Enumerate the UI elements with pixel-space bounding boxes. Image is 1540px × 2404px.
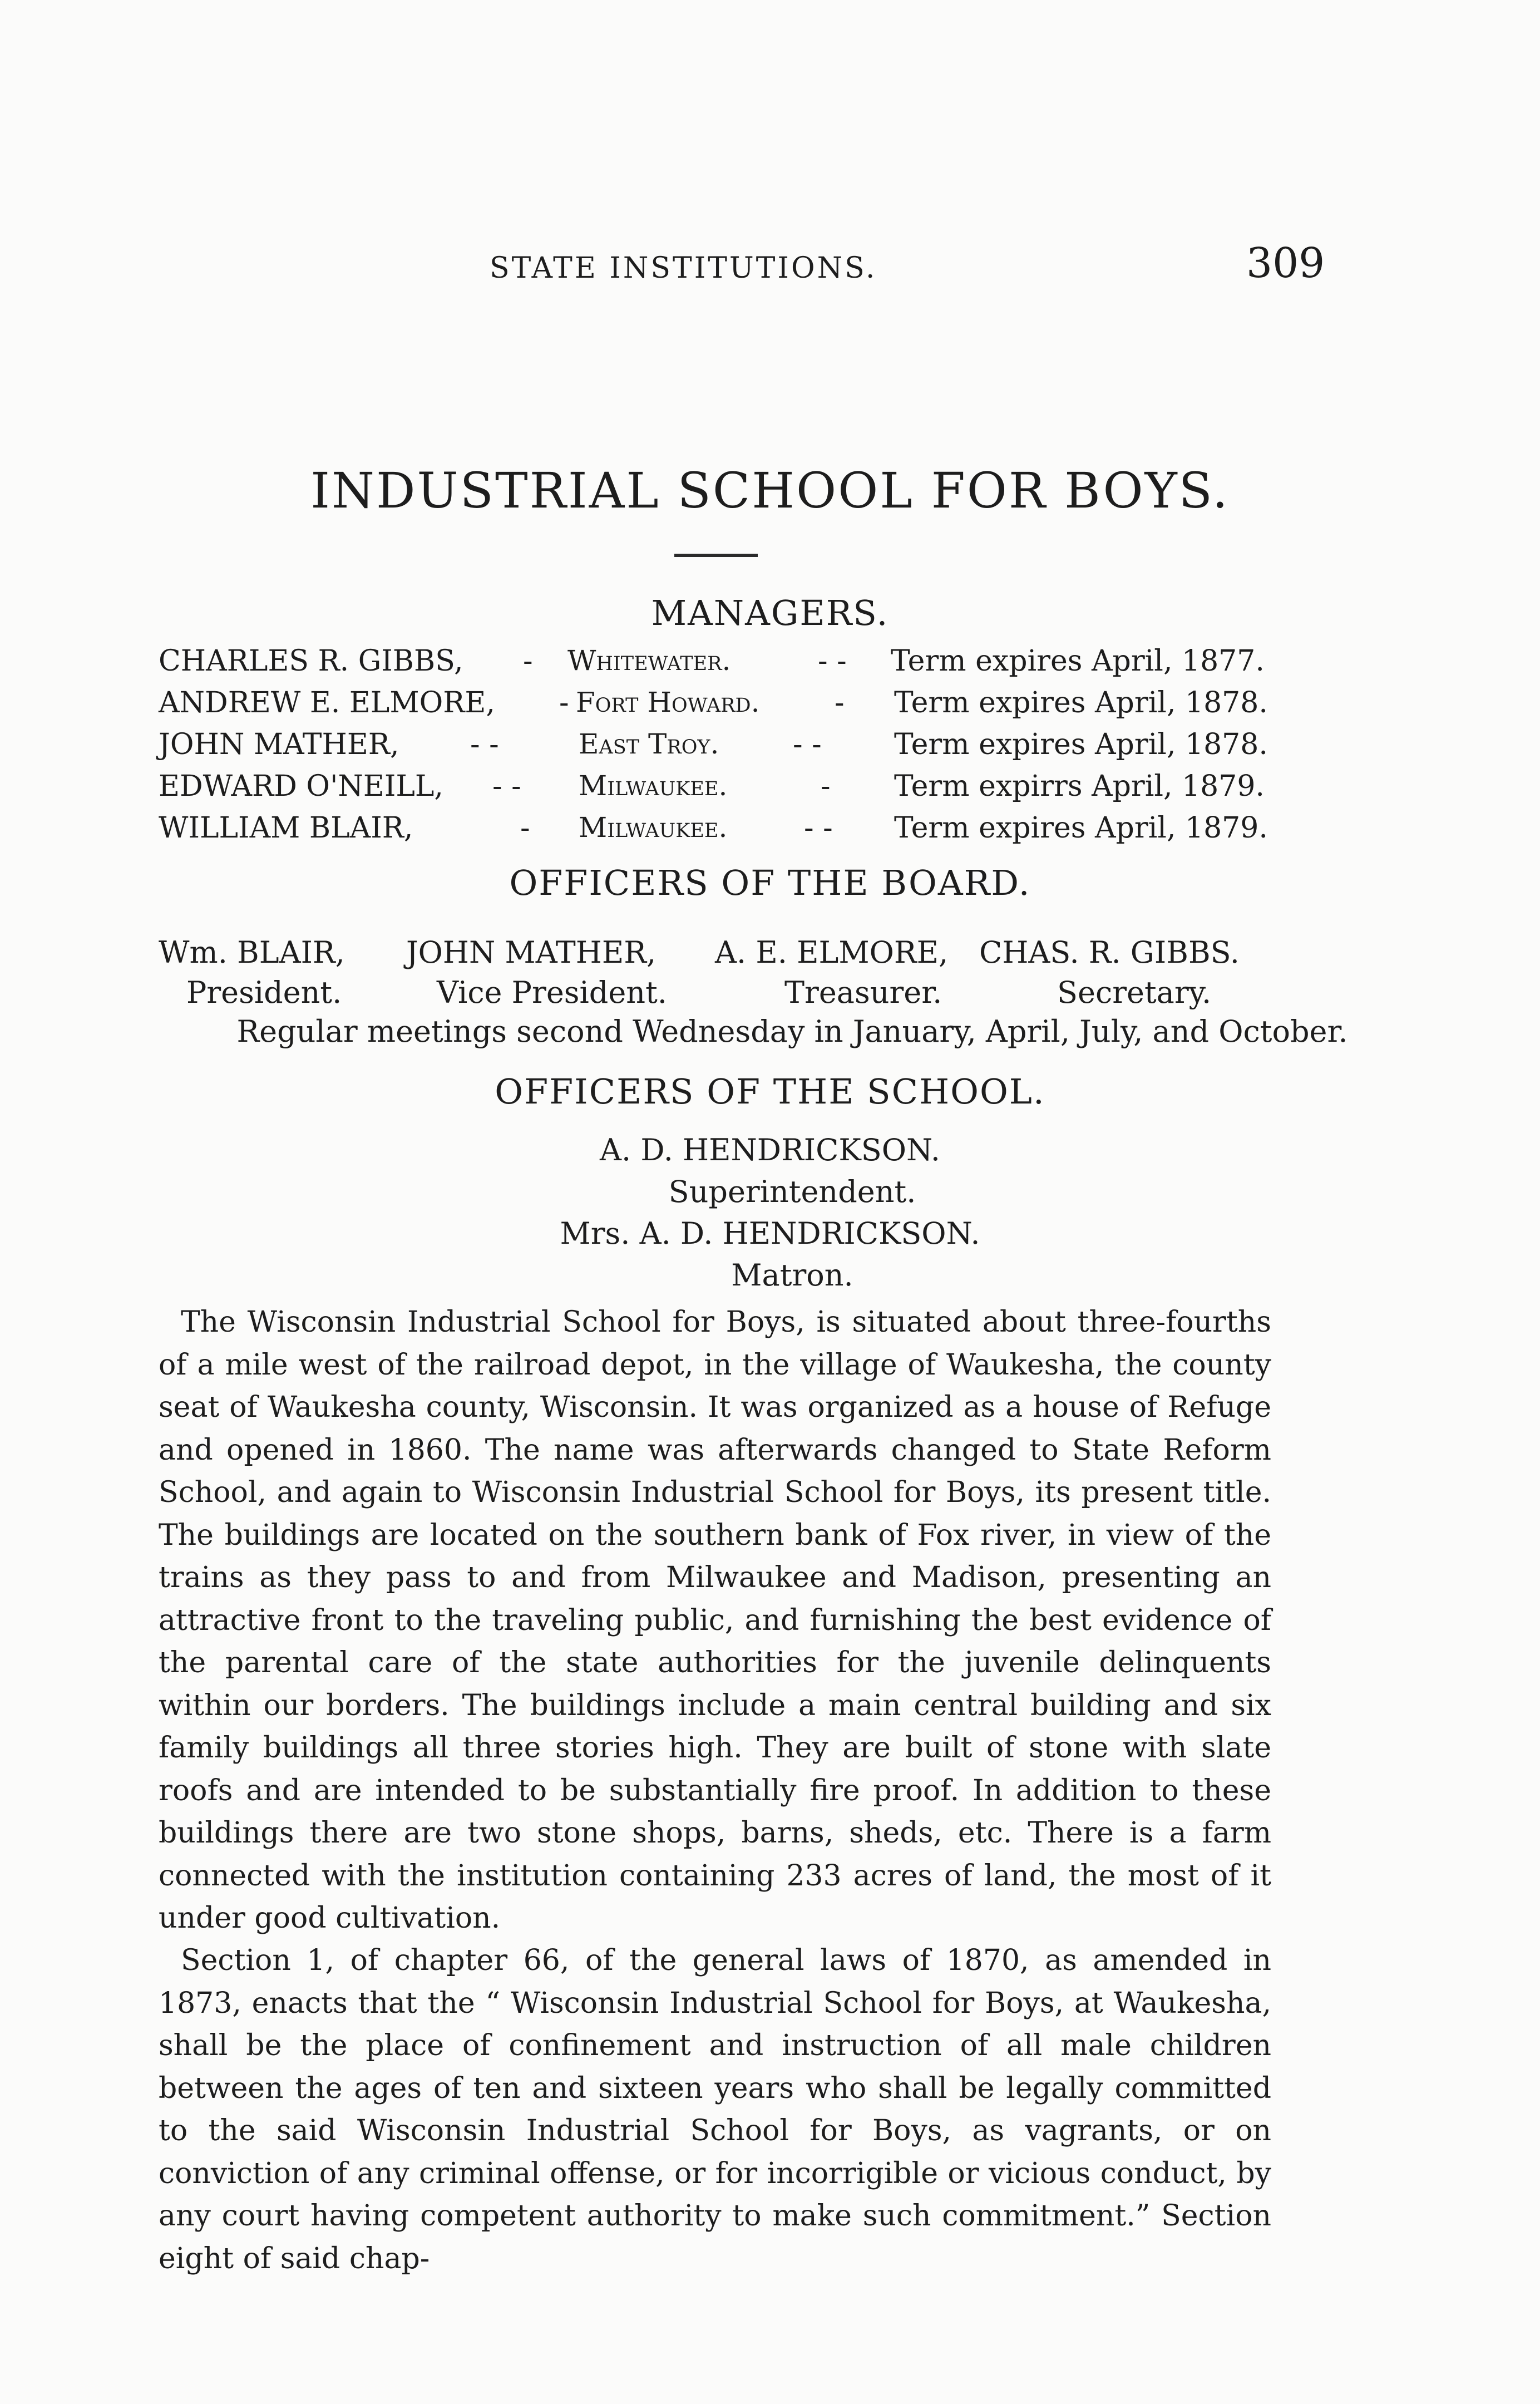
- board-secretary-name: CHAS. R. GIBBS.: [979, 935, 1240, 970]
- matron-title: Matron.: [731, 1258, 853, 1293]
- managers-heading: MANAGERS.: [651, 593, 889, 633]
- manager-separator: - -: [804, 811, 833, 845]
- manager-name: WILLIAM BLAIR,: [159, 811, 413, 845]
- manager-place: East Troy.: [579, 728, 719, 760]
- superintendent-title: Superintendent.: [668, 1174, 916, 1209]
- title-rule: [674, 554, 758, 557]
- manager-separator: - -: [793, 728, 822, 761]
- manager-row: [159, 686, 1294, 725]
- manager-place: Milwaukee.: [579, 770, 728, 802]
- board-president-title: President.: [186, 975, 342, 1010]
- manager-place: Milwaukee.: [579, 811, 728, 844]
- board-heading: OFFICERS OF THE BOARD.: [509, 863, 1031, 903]
- manager-row: [159, 728, 1294, 767]
- manager-row: [159, 770, 1294, 809]
- board-treasurer-name: A. E. ELMORE,: [715, 935, 949, 970]
- running-head: STATE INSTITUTIONS.: [490, 252, 877, 285]
- board-titles-row: [159, 975, 1294, 1015]
- school-heading: OFFICERS OF THE SCHOOL.: [495, 1071, 1045, 1112]
- board-treasurer-title: Treasurer.: [784, 975, 942, 1010]
- body-paragraph-2: Section 1, of chapter 66, of the general laws of 1870, as amended in 1873, enacts that the “ Wisconsin Industrial School for Boys, at Waukesha, shall be the place of confinement and instruction of all male children between the ages of ten and sixteen years who shall be legally committed to the said Wisconsin Industrial School for Boys, as vagrants, or on conviction of any criminal offense, or for incorrigible or vicious conduct, by any court having competent authority to make such commitment.” Section eight of said chap-: [159, 1944, 1271, 2275]
- manager-name: JOHN MATHER,: [159, 728, 399, 761]
- manager-term: Term expires April, 1878.: [894, 686, 1268, 720]
- manager-row: [159, 811, 1294, 850]
- board-names-row: [159, 935, 1294, 975]
- manager-separator: - -: [492, 770, 521, 803]
- manager-place: Whitewater.: [567, 644, 731, 677]
- manager-row: [159, 644, 1294, 683]
- manager-place: Fort Howard.: [576, 686, 760, 718]
- manager-name: CHARLES R. GIBBS,: [159, 644, 463, 678]
- manager-separator: -: [523, 644, 533, 678]
- board-meetings-note: Regular meetings second Wednesday in January, April, July, and October.: [236, 1014, 1348, 1049]
- manager-term: Term expires April, 1878.: [894, 728, 1268, 761]
- page-title: INDUSTRIAL SCHOOL FOR BOYS.: [310, 462, 1230, 519]
- body-paragraph-1: The Wisconsin Industrial School for Boys, is situated about three-fourths of a mile west of the railroad depot, in the village of Waukesha, the county seat of Waukesha county, Wisconsin. It was organized as a house of Refuge and opened in 1860. The name was afterwards changed to State Reform School, and again to Wisconsin Industrial School for Boys, its present title. The buildings are located on the southern bank of Fox river, in view of the trains as they pass to and from Milwaukee and Madison, presenting an attractive front to the traveling public, and furnishing the best evidence of the parental care of the state authorities for the juvenile delinquents within our borders. The buildings include a main central building and six family buildings all three stories high. They are built of stone with slate roofs and are intended to be substantially fire proof. In addition to these buildings there are two stone shops, barns, sheds, etc. There is a farm connected with the institution containing 233 acres of land, the most of it under good cultivation.: [159, 1306, 1271, 1935]
- board-secretary-title: Secretary.: [1057, 975, 1212, 1010]
- manager-separator: -: [559, 686, 569, 720]
- manager-term: Term expires April, 1877.: [891, 644, 1265, 678]
- page-number: 309: [1246, 239, 1325, 287]
- matron-name: Mrs. A. D. HENDRICKSON.: [560, 1216, 980, 1251]
- board-vice-president-name: JOHN MATHER,: [406, 935, 657, 970]
- manager-separator: - -: [470, 728, 499, 761]
- manager-term: Term expirrs April, 1879.: [894, 770, 1265, 803]
- manager-name: ANDREW E. ELMORE,: [159, 686, 495, 720]
- superintendent-name: A. D. HENDRICKSON.: [600, 1132, 940, 1167]
- board-vice-president-title: Vice President.: [437, 975, 667, 1010]
- manager-term: Term expires April, 1879.: [894, 811, 1268, 845]
- manager-separator: -: [835, 686, 845, 720]
- board-president-name: Wm. BLAIR,: [159, 935, 345, 970]
- manager-separator: -: [821, 770, 831, 803]
- manager-separator: -: [520, 811, 530, 845]
- manager-separator: - -: [818, 644, 847, 678]
- manager-name: EDWARD O'NEILL,: [159, 770, 443, 803]
